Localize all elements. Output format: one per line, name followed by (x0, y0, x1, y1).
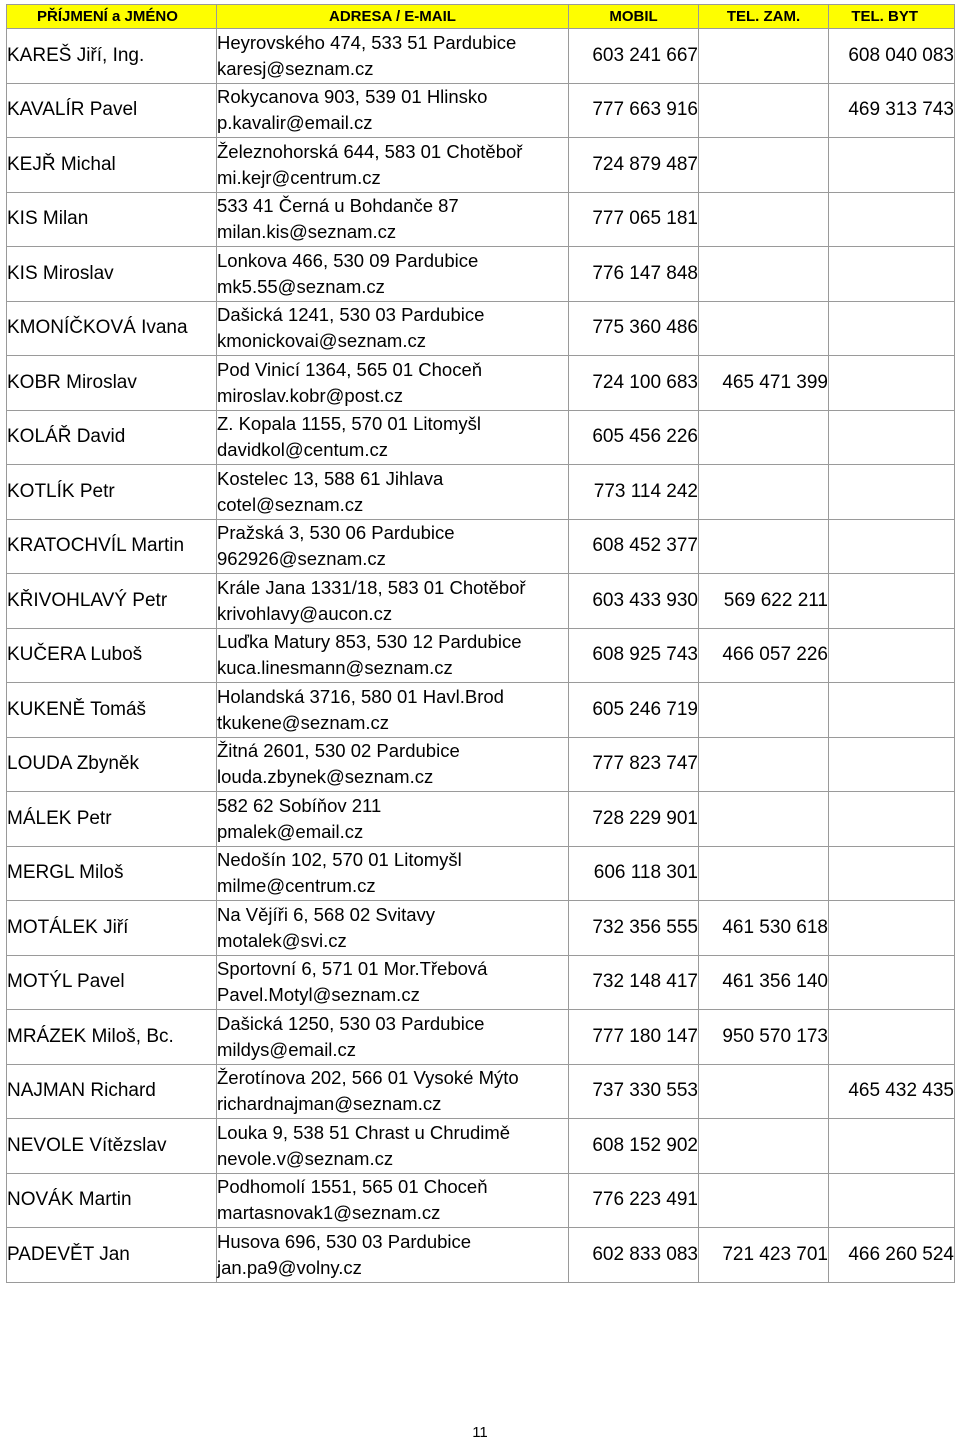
work-phone (699, 138, 829, 193)
home-phone (829, 410, 955, 465)
email-address: mk5.55@seznam.cz (217, 275, 385, 297)
postal-address: Holandská 3716, 580 01 Havl.Brod (217, 685, 504, 707)
work-phone (699, 1173, 829, 1228)
email-address: jan.pa9@volny.cz (217, 1256, 362, 1278)
work-phone (699, 192, 829, 247)
home-phone (829, 356, 955, 411)
email-address: martasnovak1@seznam.cz (217, 1202, 441, 1224)
contact-name: KUKENĚ Tomáš (7, 683, 217, 738)
contact-name: KAREŠ Jiří, Ing. (7, 29, 217, 84)
email-address: krivohlavy@aucon.cz (217, 602, 393, 624)
work-phone: 466 057 226 (699, 628, 829, 683)
contact-name: MRÁZEK Miloš, Bc. (7, 1010, 217, 1065)
postal-address: Husova 696, 530 03 Pardubice (217, 1230, 472, 1252)
home-phone (829, 247, 955, 302)
table-row (7, 410, 955, 465)
mobile-phone: 602 833 083 (569, 1228, 699, 1283)
contact-name: KEJŘ Michal (7, 138, 217, 193)
contact-name: MOTÁLEK Jiří (7, 901, 217, 956)
postal-address: Lonkova 466, 530 09 Pardubice (217, 249, 479, 271)
home-phone (829, 1119, 955, 1174)
mobile-phone: 603 241 667 (569, 29, 699, 84)
contact-name: NAJMAN Richard (7, 1064, 217, 1119)
postal-address: Kostelec 13, 588 61 Jihlava (217, 467, 444, 489)
home-phone (829, 628, 955, 683)
table-row (7, 737, 955, 792)
email-address: nevole.v@seznam.cz (217, 1147, 394, 1169)
contact-address-cell (217, 574, 569, 629)
work-phone (699, 410, 829, 465)
postal-address: Luďka Matury 853, 530 12 Pardubice (217, 631, 522, 653)
mobile-phone: 737 330 553 (569, 1064, 699, 1119)
email-address: richardnajman@seznam.cz (217, 1093, 442, 1115)
mobile-phone: 605 246 719 (569, 683, 699, 738)
contact-name: KUČERA Luboš (7, 628, 217, 683)
table-row (7, 519, 955, 574)
table-row (7, 1119, 955, 1174)
postal-address: Žerotínova 202, 566 01 Vysoké Mýto (217, 1067, 519, 1089)
home-phone (829, 192, 955, 247)
work-phone (699, 1119, 829, 1174)
email-address: 962926@seznam.cz (217, 548, 386, 570)
mobile-phone: 608 925 743 (569, 628, 699, 683)
mobile-phone: 777 180 147 (569, 1010, 699, 1065)
postal-address: Sportovní 6, 571 01 Mor.Třebová (217, 958, 488, 980)
contact-address-cell (217, 1173, 569, 1228)
home-phone (829, 737, 955, 792)
contact-name: KŘIVOHLAVÝ Petr (7, 574, 217, 629)
mobile-phone: 724 100 683 (569, 356, 699, 411)
work-phone (699, 737, 829, 792)
email-address: davidkol@centum.cz (217, 439, 388, 461)
contact-name: LOUDA Zbyněk (7, 737, 217, 792)
mobile-phone: 777 663 916 (569, 83, 699, 138)
table-row (7, 138, 955, 193)
work-phone: 461 356 140 (699, 955, 829, 1010)
header-home-phone: TEL. BYT (829, 5, 955, 29)
contact-address-cell (217, 138, 569, 193)
email-address: p.kavalir@email.cz (217, 112, 373, 134)
work-phone (699, 1064, 829, 1119)
postal-address: Pod Vinicí 1364, 565 01 Choceň (217, 358, 483, 380)
mobile-phone: 606 118 301 (569, 846, 699, 901)
table-row (7, 628, 955, 683)
mobile-phone: 608 152 902 (569, 1119, 699, 1174)
postal-address: Louka 9, 538 51 Chrast u Chrudimě (217, 1121, 511, 1143)
mobile-phone: 777 823 747 (569, 737, 699, 792)
postal-address: Žitná 2601, 530 02 Pardubice (217, 740, 460, 762)
contact-address-cell (217, 1010, 569, 1065)
mobile-phone: 773 114 242 (569, 465, 699, 520)
contact-address-cell (217, 410, 569, 465)
table-row (7, 846, 955, 901)
email-address: Pavel.Motyl@seznam.cz (217, 984, 420, 1006)
contact-name: KIS Miroslav (7, 247, 217, 302)
contact-address-cell (217, 1119, 569, 1174)
email-address: kmonickovai@seznam.cz (217, 330, 426, 352)
work-phone: 461 530 618 (699, 901, 829, 956)
postal-address: Dašická 1250, 530 03 Pardubice (217, 1012, 485, 1034)
contact-directory-table (6, 4, 955, 1283)
contact-address-cell (217, 192, 569, 247)
email-address: pmalek@email.cz (217, 820, 364, 842)
table-row (7, 955, 955, 1010)
mobile-phone: 732 356 555 (569, 901, 699, 956)
mobile-phone: 724 879 487 (569, 138, 699, 193)
mobile-phone: 608 452 377 (569, 519, 699, 574)
table-header-row (7, 5, 955, 29)
email-address: milan.kis@seznam.cz (217, 221, 397, 243)
contact-address-cell (217, 846, 569, 901)
home-phone (829, 465, 955, 520)
table-row (7, 1010, 955, 1065)
contact-name: KIS Milan (7, 192, 217, 247)
contact-name: KAVALÍR Pavel (7, 83, 217, 138)
home-phone: 608 040 083 (829, 29, 955, 84)
table-row (7, 683, 955, 738)
contact-address-cell (217, 901, 569, 956)
work-phone (699, 683, 829, 738)
postal-address: Na Vějíři 6, 568 02 Svitavy (217, 903, 435, 925)
contact-address-cell (217, 683, 569, 738)
home-phone (829, 1010, 955, 1065)
work-phone (699, 846, 829, 901)
table-row (7, 356, 955, 411)
postal-address: Z. Kopala 1155, 570 01 Litomyšl (217, 413, 481, 435)
home-phone: 469 313 743 (829, 83, 955, 138)
mobile-phone: 603 433 930 (569, 574, 699, 629)
contact-name: KRATOCHVÍL Martin (7, 519, 217, 574)
mobile-phone: 776 223 491 (569, 1173, 699, 1228)
table-row (7, 301, 955, 356)
home-phone (829, 138, 955, 193)
work-phone: 569 622 211 (699, 574, 829, 629)
mobile-phone: 732 148 417 (569, 955, 699, 1010)
postal-address: 582 62 Sobíňov 211 (217, 794, 382, 816)
table-row (7, 247, 955, 302)
mobile-phone: 605 456 226 (569, 410, 699, 465)
contact-name: MÁLEK Petr (7, 792, 217, 847)
email-address: milme@centrum.cz (217, 875, 376, 897)
postal-address: Nedošín 102, 570 01 Litomyšl (217, 849, 462, 871)
table-row (7, 192, 955, 247)
email-address: cotel@seznam.cz (217, 493, 364, 515)
postal-address: Železnohorská 644, 583 01 Chotěboř (217, 140, 523, 162)
home-phone (829, 301, 955, 356)
mobile-phone: 777 065 181 (569, 192, 699, 247)
work-phone: 721 423 701 (699, 1228, 829, 1283)
table-row (7, 792, 955, 847)
contact-address-cell (217, 465, 569, 520)
postal-address: Pražská 3, 530 06 Pardubice (217, 522, 455, 544)
contact-address-cell (217, 519, 569, 574)
postal-address: Podhomolí 1551, 565 01 Choceň (217, 1176, 488, 1198)
work-phone (699, 519, 829, 574)
home-phone: 466 260 524 (829, 1228, 955, 1283)
contact-address-cell (217, 83, 569, 138)
contact-name: KOBR Miroslav (7, 356, 217, 411)
work-phone (699, 792, 829, 847)
header-work-phone: TEL. ZAM. (699, 5, 829, 29)
contact-address-cell (217, 955, 569, 1010)
contact-address-cell (217, 247, 569, 302)
work-phone: 950 570 173 (699, 1010, 829, 1065)
email-address: motalek@svi.cz (217, 929, 347, 951)
contact-name: KMONÍČKOVÁ Ivana (7, 301, 217, 356)
work-phone (699, 247, 829, 302)
contact-address-cell (217, 356, 569, 411)
contact-name: KOLÁŘ David (7, 410, 217, 465)
contact-name: NOVÁK Martin (7, 1173, 217, 1228)
table-row (7, 83, 955, 138)
home-phone (829, 955, 955, 1010)
postal-address: Rokycanova 903, 539 01 Hlinsko (217, 86, 488, 108)
email-address: karesj@seznam.cz (217, 57, 374, 79)
table-row (7, 465, 955, 520)
table-row (7, 29, 955, 84)
table-row (7, 901, 955, 956)
email-address: tkukene@seznam.cz (217, 711, 389, 733)
home-phone (829, 1173, 955, 1228)
home-phone (829, 846, 955, 901)
header-address: ADRESA / E-MAIL (217, 5, 569, 29)
postal-address: 533 41 Černá u Bohdanče 87 (217, 195, 459, 217)
home-phone (829, 792, 955, 847)
work-phone (699, 465, 829, 520)
email-address: mildys@email.cz (217, 1038, 357, 1060)
work-phone (699, 301, 829, 356)
home-phone: 465 432 435 (829, 1064, 955, 1119)
postal-address: Krále Jana 1331/18, 583 01 Chotěboř (217, 576, 526, 598)
header-name: PŘÍJMENÍ a JMÉNO (7, 5, 217, 29)
postal-address: Heyrovského 474, 533 51 Pardubice (217, 31, 517, 53)
email-address: louda.zbynek@seznam.cz (217, 766, 434, 788)
contact-address-cell (217, 792, 569, 847)
contact-address-cell (217, 29, 569, 84)
work-phone (699, 83, 829, 138)
email-address: mi.kejr@centrum.cz (217, 166, 381, 188)
contact-address-cell (217, 1064, 569, 1119)
email-address: kuca.linesmann@seznam.cz (217, 657, 453, 679)
home-phone (829, 519, 955, 574)
table-body (7, 29, 955, 1283)
table-row (7, 1228, 955, 1283)
work-phone (699, 29, 829, 84)
mobile-phone: 776 147 848 (569, 247, 699, 302)
home-phone (829, 683, 955, 738)
contact-address-cell (217, 737, 569, 792)
table-row (7, 1064, 955, 1119)
contact-name: PADEVĚT Jan (7, 1228, 217, 1283)
home-phone (829, 574, 955, 629)
contact-name: MERGL Miloš (7, 846, 217, 901)
home-phone (829, 901, 955, 956)
mobile-phone: 775 360 486 (569, 301, 699, 356)
header-mobile: MOBIL (569, 5, 699, 29)
contact-name: NEVOLE Vítězslav (7, 1119, 217, 1174)
postal-address: Dašická 1241, 530 03 Pardubice (217, 304, 485, 326)
table-row (7, 574, 955, 629)
work-phone: 465 471 399 (699, 356, 829, 411)
contact-address-cell (217, 301, 569, 356)
table-row (7, 1173, 955, 1228)
contact-name: KOTLÍK Petr (7, 465, 217, 520)
mobile-phone: 728 229 901 (569, 792, 699, 847)
email-address: miroslav.kobr@post.cz (217, 384, 404, 406)
page-number: 11 (472, 1424, 488, 1441)
contact-address-cell (217, 1228, 569, 1283)
contact-name: MOTÝL Pavel (7, 955, 217, 1010)
contact-address-cell (217, 628, 569, 683)
